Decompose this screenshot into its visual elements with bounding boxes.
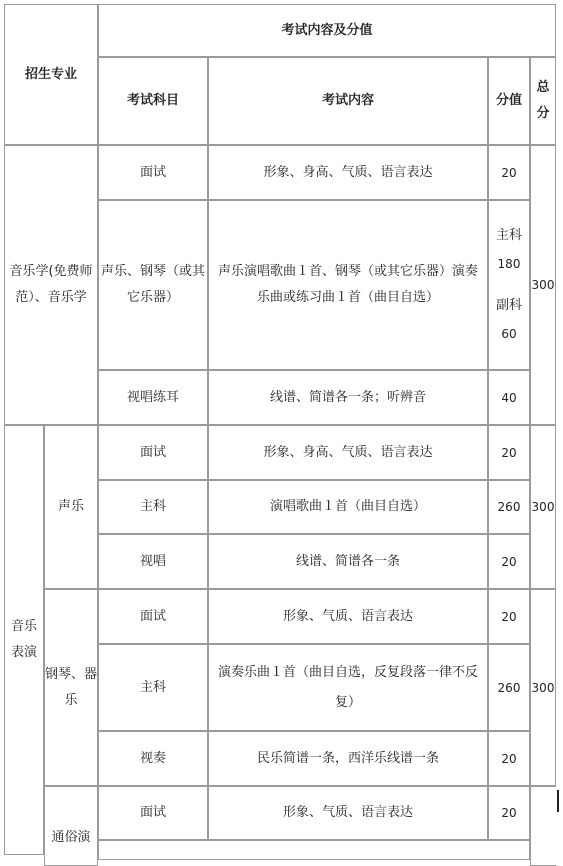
header-subject: 考试科目 [98,57,208,145]
ms-solfege-content: 线谱、简谱各一条；听辨音 [208,370,488,425]
ms-performance-subject: 声乐、钢琴（或其 它乐器） [98,200,208,370]
header-content: 考试内容 [208,57,488,145]
ms-interview-score: 20 [488,145,530,200]
major-music-studies: 音乐学(免费师 范）、音乐学 [4,145,98,425]
header-major: 招生专业 [4,4,98,145]
mp-vocal-main-score: 260 [488,480,530,534]
mp-instrument-sightplay-content: 民乐简谱一条，西洋乐线谱一条 [208,731,488,786]
mp-vocal-total: 300 [530,425,556,589]
ms-solfege-score: 40 [488,370,530,425]
mp-popular-total [530,786,556,866]
mp-instrument-sightplay-score: 20 [488,731,530,786]
mp-instrument-total: 300 [530,589,556,786]
mp-vocal-interview-score: 20 [488,425,530,480]
header-total: 总 分 [530,57,556,145]
mp-instrument-interview-content: 形象、气质、语言表达 [208,589,488,644]
mp-popular-next-row [98,840,530,860]
ms-solfege-subject: 视唱练耳 [98,370,208,425]
mp-vocal-sightsing-content: 线谱、简谱各一条 [208,534,488,589]
mp-popular-direction: 通俗演 [44,786,98,866]
ms-total: 300 [530,145,556,425]
ms-performance-content: 声乐演唱歌曲１首、钢琴（或其它乐器）演奏 乐曲或练习曲１首（曲目自选） [208,200,488,370]
mp-instrument-sightplay-subject: 视奏 [98,731,208,786]
ms-performance-score: 主科 180 副科 60 [488,200,530,370]
mp-instrument-interview-score: 20 [488,589,530,644]
mp-vocal-interview-subject: 面试 [98,425,208,480]
ms-interview-content: 形象、身高、气质、语言表达 [208,145,488,200]
mp-vocal-direction: 声乐 [44,425,98,589]
major-music-performance: 音乐 表演 [4,425,44,855]
mp-popular-interview-content: 形象、气质、语言表达 [208,786,488,840]
mp-instrument-main-subject: 主科 [98,644,208,731]
mp-instrument-interview-subject: 面试 [98,589,208,644]
mp-popular-interview-score: 20 [488,786,530,840]
header-content-and-score: 考试内容及分值 [98,4,556,57]
mp-popular-interview-subject: 面试 [98,786,208,840]
text-cursor-marker [557,790,559,812]
header-score: 分值 [488,57,530,145]
mp-vocal-main-content: 演唱歌曲１首（曲目自选） [208,480,488,534]
mp-vocal-sightsing-subject: 视唱 [98,534,208,589]
mp-instrument-main-content: 演奏乐曲１首（曲目自选，反复段落一律不反 复） [208,644,488,731]
ms-interview-subject: 面试 [98,145,208,200]
mp-vocal-sightsing-score: 20 [488,534,530,589]
mp-instrument-main-score: 260 [488,644,530,731]
mp-vocal-main-subject: 主科 [98,480,208,534]
mp-vocal-interview-content: 形象、身高、气质、语言表达 [208,425,488,480]
mp-instrument-direction: 钢琴、器 乐 [44,589,98,786]
